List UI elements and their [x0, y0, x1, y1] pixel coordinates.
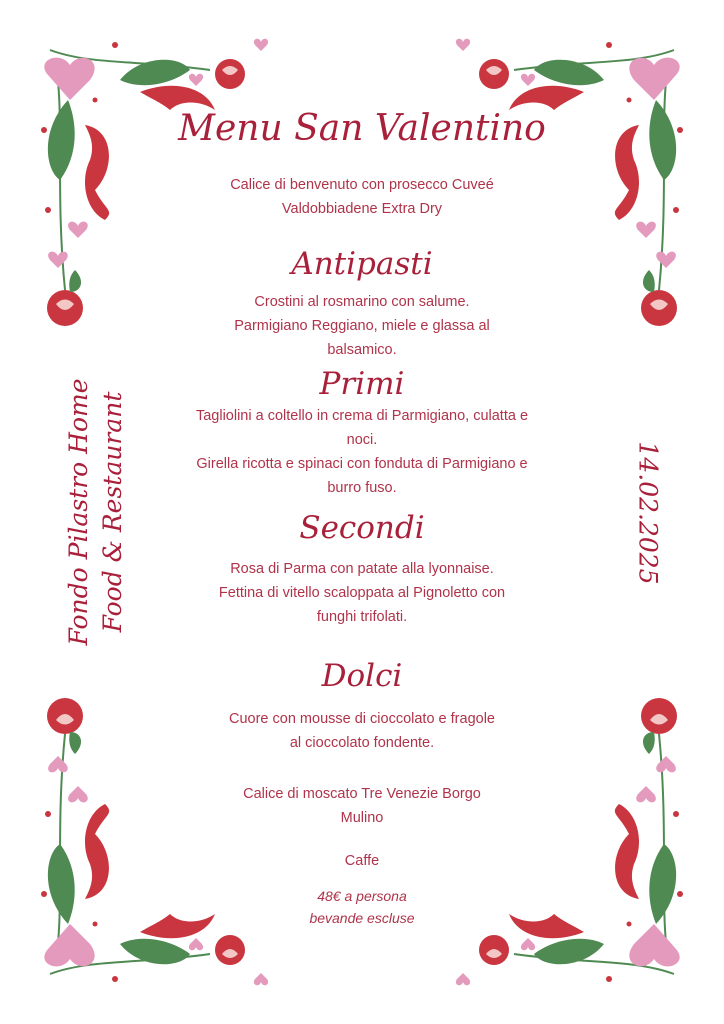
restaurant-name-line: Fondo Pilastro Home	[64, 378, 93, 646]
event-date: 14.02.2025	[633, 441, 663, 585]
price-line: 48€ a persona	[317, 888, 407, 904]
dessert-wine	[160, 782, 564, 830]
section-title-primi: Primi	[319, 366, 405, 402]
section-title-dolci: Dolci	[321, 658, 403, 694]
restaurant-name	[62, 378, 130, 645]
menu-item-line: funghi trifolati.	[316, 609, 408, 625]
welcome-drink	[160, 173, 564, 221]
section-items-secondi	[160, 557, 564, 629]
menu-item-line: Rosa di Parma con patate alla lyonnaise.	[230, 561, 494, 577]
swirl-icon	[140, 86, 215, 110]
price	[160, 885, 564, 929]
welcome-line: Calice di benvenuto con prosecco Cuveé	[230, 177, 494, 193]
menu-item-line: noci.	[346, 432, 378, 448]
section-items-dolci	[160, 707, 564, 755]
section-title-antipasti: Antipasti	[291, 246, 433, 282]
welcome-line: Valdobbiadene Extra Dry	[281, 201, 443, 217]
restaurant-name-line: Food & Restaurant	[98, 391, 127, 633]
menu-item-line: al cioccolato fondente.	[289, 735, 435, 751]
menu-item-line: Cuore con mousse di cioccolato e fragole	[229, 711, 495, 727]
menu-item-line: Fettina di vitello scaloppata al Pignoletto con	[218, 585, 506, 601]
rose-icon	[215, 59, 245, 89]
menu-item-line: Parmigiano Reggiano, miele e glassa al	[234, 318, 490, 334]
rose-icon	[47, 290, 83, 326]
section-items-antipasti	[160, 290, 564, 362]
menu-item-line: burro fuso.	[327, 480, 397, 496]
dessert-wine-line: Calice di moscato Tre Venezie Borgo	[243, 786, 481, 802]
menu-title: Menu San Valentino	[178, 108, 546, 149]
menu-item-line: Crostini al rosmarino con salume.	[254, 294, 470, 310]
menu-item-line: Girella ricotta e spinaci con fonduta di Parmigiano e	[196, 456, 528, 472]
heart-icon	[44, 58, 94, 100]
section-title-secondi: Secondi	[299, 510, 425, 546]
dessert-wine-line: Mulino	[340, 810, 384, 826]
menu-item-line: Tagliolini a coltello in crema di Parmigiano, culatta e	[195, 408, 529, 424]
coffee: Caffe	[344, 853, 380, 869]
price-note: bevande escluse	[309, 910, 415, 926]
menu-item-line: balsamico.	[327, 342, 397, 358]
section-items-primi	[160, 404, 564, 500]
